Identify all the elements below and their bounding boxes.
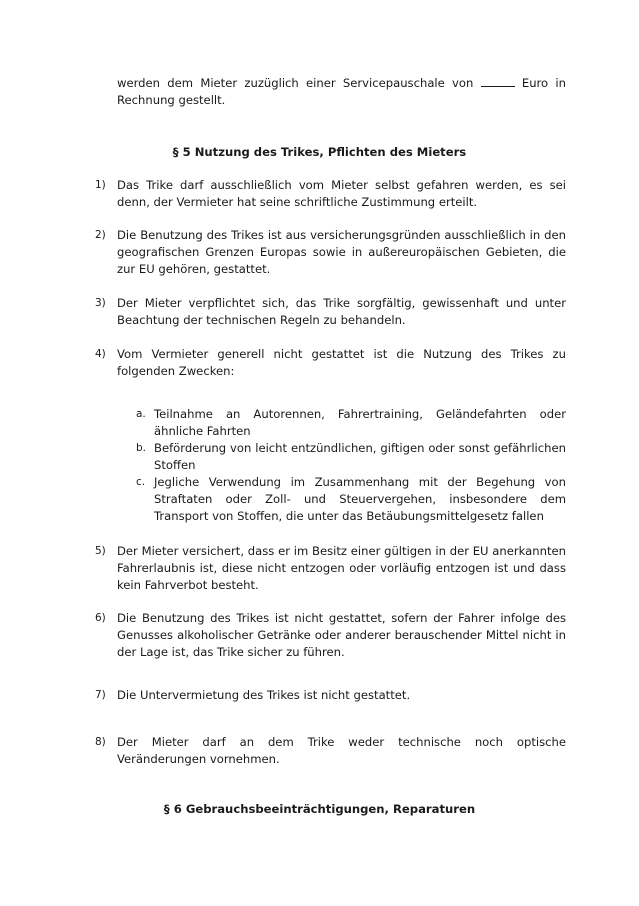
subitem-text: Jegliche Verwendung im Zusammenhang mit der Begehung von Straftaten oder Zoll- und Steuervergehen, insbesondere dem Transport von Stoffen, die unter das Betäubungsmittelgesetz fallen bbox=[154, 475, 566, 523]
item-text: Der Mieter darf an dem Trike weder technische noch optische Veränderungen vornehmen. bbox=[117, 735, 566, 766]
item-number: 3) bbox=[95, 297, 106, 309]
item-number: 7) bbox=[95, 689, 106, 701]
subitem-letter: c. bbox=[136, 476, 146, 488]
item-text: Der Mieter versichert, dass er im Besitz einer gültigen in der EU anerkannten Fahrerlaubnis ist, diese nicht entzogen oder vorläufig entzogen ist und dass kein Fahrverbot besteht. bbox=[117, 544, 566, 592]
item-text: Die Benutzung des Trikes ist aus versicherungsgründen ausschließlich in den geografischen Grenzen Europas sowie in außereuropäischen Gebieten, die zur EU gehören, gestattet. bbox=[117, 228, 566, 276]
item-number: 4) bbox=[95, 348, 106, 360]
subitem-letter: a. bbox=[136, 408, 146, 420]
subitem-text: Teilnahme an Autorennen, Fahrertraining, Geländefahrten oder ähnliche Fahrten bbox=[154, 407, 566, 438]
item-text: Vom Vermieter generell nicht gestattet ist die Nutzung des Trikes zu folgenden Zwecken: bbox=[117, 347, 566, 378]
item-text: Die Benutzung des Trikes ist nicht gestattet, sofern der Fahrer infolge des Genusses alkoholischer Getränke oder anderer berauschender Mittel nicht in der Lage ist, das Trike sicher zu führen. bbox=[117, 611, 566, 659]
item-number: 8) bbox=[95, 736, 106, 748]
item-text: Das Trike darf ausschließlich vom Mieter selbst gefahren werden, es sei denn, der Vermieter hat seine schriftliche Zustimmung erteilt. bbox=[117, 178, 566, 209]
item-text: Die Untervermietung des Trikes ist nicht gestattet. bbox=[117, 688, 411, 702]
intro-text-start: werden dem Mieter zuzüglich einer Servicepauschale von bbox=[117, 76, 474, 90]
section-5-heading: § 5 Nutzung des Trikes, Pflichten des Mieters bbox=[172, 145, 467, 159]
item-number: 2) bbox=[95, 229, 106, 241]
intro-text-end: Euro in Rechnung gestellt. bbox=[117, 76, 566, 107]
item-number: 6) bbox=[95, 612, 106, 624]
item-number: 5) bbox=[95, 545, 106, 557]
fill-in-blank[interactable] bbox=[481, 75, 515, 87]
subitem-text: Beförderung von leicht entzündlichen, giftigen oder sonst gefährlichen Stoffen bbox=[154, 441, 566, 472]
subitem-letter: b. bbox=[136, 442, 147, 454]
section-6-heading: § 6 Gebrauchsbeeinträchtigungen, Reparaturen bbox=[163, 802, 476, 816]
item-text: Der Mieter verpflichtet sich, das Trike sorgfältig, gewissenhaft und unter Beachtung der technischen Regeln zu behandeln. bbox=[117, 296, 566, 327]
intro-paragraph bbox=[117, 75, 566, 109]
item-number: 1) bbox=[95, 179, 106, 191]
